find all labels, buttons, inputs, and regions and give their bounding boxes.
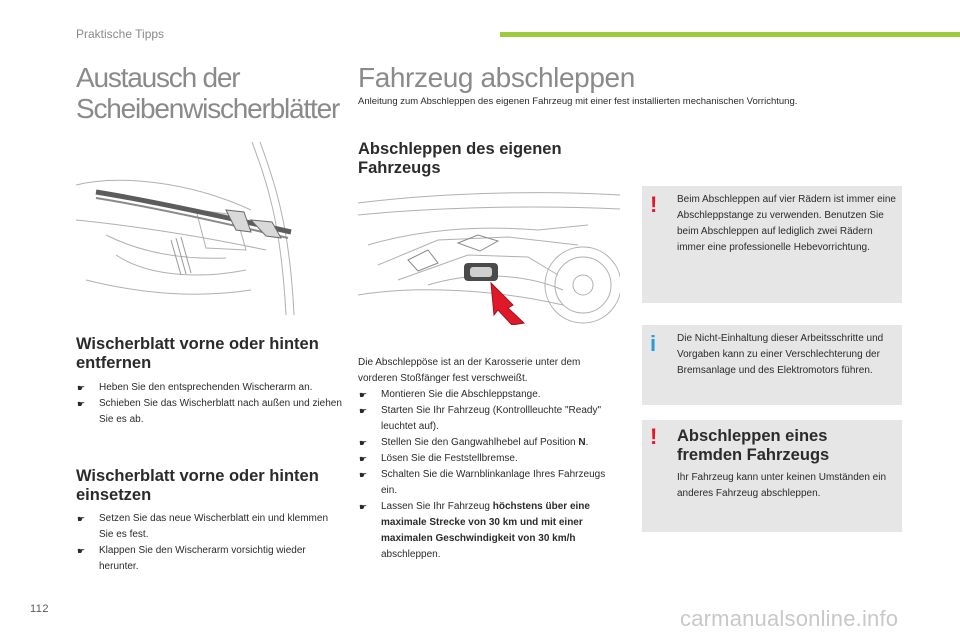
list-item: ☛ Schieben Sie das Wischerblatt nach außen und ziehen Sie es ab.	[77, 398, 342, 425]
warning-icon: !	[650, 424, 658, 449]
wiper-illustration	[76, 140, 336, 315]
tow-own-vehicle-steps	[358, 387, 620, 563]
info-text: Die Nicht-Einhaltung dieser Arbeitsschritte und Vorgaben kann zu einer Verschlechterung der Bremsanlage und des Elektromotors führen.	[677, 333, 884, 376]
towing-eye-intro: Die Abschleppöse ist an der Karosserie unter dem vorderen Stoßfänger fest verschweißt.	[358, 357, 581, 384]
list-item: ☛ Lösen Sie die Feststellbremse.	[358, 451, 620, 467]
remove-wiper-heading: Wischerblatt vorne oder hinten entfernen	[76, 335, 319, 372]
tow-own-vehicle-heading: Abschleppen des eigenen Fahrzeugs	[358, 140, 562, 177]
tow-other-vehicle-text: Ihr Fahrzeug kann unter keinen Umständen ein anderes Fahrzeug abschleppen.	[677, 472, 887, 499]
towing-subtitle: Anleitung zum Abschleppen des eigenen Fahrzeug mit einer fest installierten mechanischen Vorrichtung.	[358, 96, 798, 107]
warning-text: Beim Abschleppen auf vier Rädern ist immer eine Abschleppstange zu verwenden. Benutzen Sie beim Abschleppen auf lediglich zwei Rädern immer eine professionelle Hebevorrichtung.	[677, 194, 896, 253]
arrow-bullet-icon: ☛	[359, 454, 368, 464]
arrow-bullet-icon: ☛	[359, 390, 368, 400]
section-title: Praktische Tipps	[76, 27, 165, 41]
page-number: 112	[30, 603, 50, 615]
arrow-bullet-icon: ☛	[77, 514, 86, 524]
list-item: ☛ Lassen Sie Ihr Fahrzeug höchstens über eine maximale Strecke von 30 km und mit einer maximalen Geschwindigkeit von 30 km/h abschleppen.	[359, 501, 590, 560]
insert-wiper-heading: Wischerblatt vorne oder hinten einsetzen	[76, 467, 319, 504]
tow-other-vehicle-heading: Abschleppen eines fremden Fahrzeugs	[677, 427, 830, 464]
info-icon: i	[650, 331, 657, 356]
tow-other-vehicle-box	[642, 420, 902, 532]
arrow-bullet-icon: ☛	[77, 383, 86, 393]
arrow-bullet-icon: ☛	[359, 406, 368, 416]
arrow-bullet-icon: ☛	[77, 399, 86, 409]
list-item: ☛ Heben Sie den entsprechenden Wischerarm an.	[76, 380, 344, 396]
list-item: ☛ Schalten Sie die Warnblinkanlage Ihres Fahrzeugs ein.	[359, 469, 606, 496]
list-item: ☛ Klappen Sie den Wischerarm vorsichtig wieder herunter.	[77, 545, 306, 572]
section-accent-bar	[500, 32, 960, 37]
list-item: ☛ Setzen Sie das neue Wischerblatt ein und klemmen Sie es fest.	[77, 513, 329, 540]
page-title-towing: Fahrzeug abschleppen	[358, 62, 635, 93]
insert-wiper-steps	[76, 511, 344, 575]
arrow-bullet-icon: ☛	[359, 502, 368, 512]
info-box	[642, 325, 902, 405]
warning-icon: !	[650, 192, 658, 217]
list-item: ☛ Starten Sie Ihr Fahrzeug (Kontrollleuchte "Ready" leuchtet auf).	[359, 405, 601, 432]
watermark: carmanualsonline.info	[680, 606, 899, 631]
arrow-bullet-icon: ☛	[359, 438, 368, 448]
tow-own-vehicle-body	[358, 355, 620, 563]
remove-wiper-steps	[76, 380, 344, 428]
warning-box	[642, 186, 902, 303]
list-item: ☛ Montieren Sie die Abschleppstange.	[358, 387, 620, 403]
arrow-bullet-icon: ☛	[77, 546, 86, 556]
towing-eye-illustration	[358, 185, 620, 325]
page-title-wiper: Austausch der Scheibenwischerblätter	[76, 62, 340, 124]
gear-position: N	[578, 437, 586, 448]
speed-limit-text: höchstens über eine maximale Strecke von 30 km und mit einer maximalen Geschwindigkeit von 30 km/h	[381, 501, 590, 544]
arrow-bullet-icon: ☛	[359, 470, 368, 480]
list-item: ☛ Stellen Sie den Gangwahlhebel auf Position N.	[358, 435, 620, 451]
